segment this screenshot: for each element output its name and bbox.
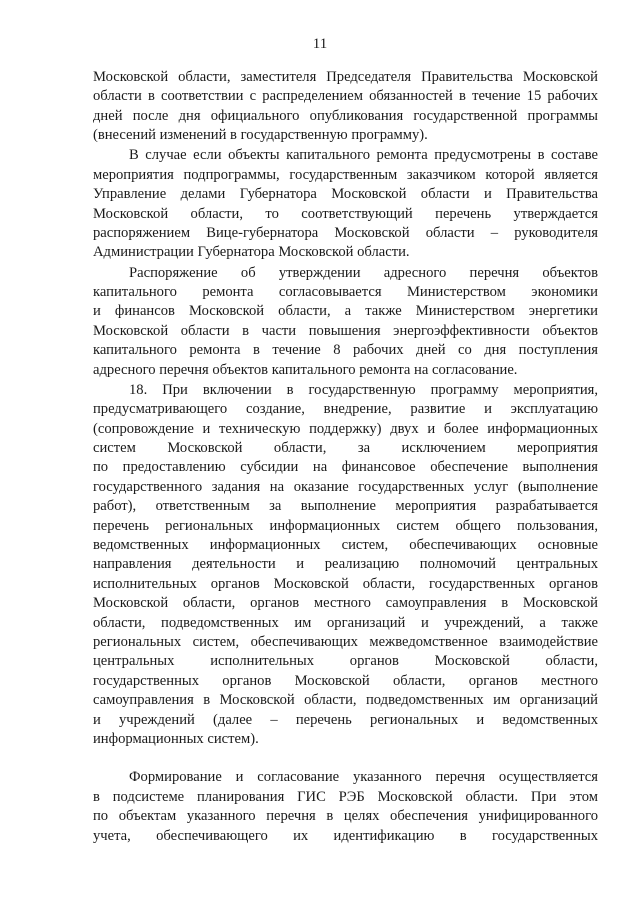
text-line: исполнительных органов Московской области, государственных органов (93, 575, 598, 592)
text-line: области, подведомственных им организаций и учреждений, а также (93, 614, 598, 631)
text-line: адресного перечня объектов капитального ремонта на согласование. (93, 361, 518, 378)
text-line: распоряжением Вице-губернатора Московской области – руководителя (93, 225, 598, 242)
text-line: учета, обеспечивающего их идентификацию в государственных (93, 827, 598, 844)
text-line: перечень региональных информационных систем общего пользования, (93, 517, 598, 534)
text-line: дней после дня официального опубликования государственной программы (93, 107, 598, 124)
text-line: Управление делами Губернатора Московской области и Правительства (93, 186, 598, 203)
paragraph-continuation (93, 68, 598, 146)
text-line: и финансов Московской области, а также Министерством энергетики (93, 303, 598, 320)
text-line: 18. При включении в государственную программу мероприятия, (129, 381, 598, 398)
text-line: Московской области, то соответствующий перечень утверждается (93, 205, 598, 222)
paragraph-capital-repair-governor (93, 146, 598, 262)
page-number: 11 (312, 36, 328, 52)
text-line: ведомственных информационных систем, обеспечивающих основные (93, 537, 598, 554)
text-line: региональных систем, обеспечивающих межведомственное взаимодействие (93, 634, 598, 650)
text-line: предусматривающего создание, внедрение, развитие и эксплуатацию (93, 401, 598, 418)
text-line: и учреждений (далее – перечень региональных и ведомственных (93, 711, 598, 728)
paragraph-item-18 (93, 381, 598, 749)
text-line: по предоставлению субсидии на финансовое обеспечение выполнения (93, 459, 598, 476)
text-line: (сопровождение и техническую поддержку) двух и более информационных (93, 420, 598, 437)
text-line: Администрации Губернатора Московской области. (93, 244, 410, 261)
text-line: Московской области в части повышения энергоэффективности объектов (93, 322, 598, 339)
text-line: в подсистеме планирования ГИС РЭБ Московской области. При этом (93, 788, 598, 805)
text-line: систем Московской области, за исключением мероприятия (93, 440, 598, 457)
paragraph-address-list-approval (93, 264, 598, 380)
text-line: области в соответствии с распределением обязанностей в течение 15 рабочих (93, 88, 598, 105)
text-line: капитального ремонта согласовывается Министерством экономики (93, 284, 598, 301)
text-line: направления деятельности и реализацию полномочий центральных (93, 556, 598, 573)
text-line: Распоряжение об утверждении адресного перечня объектов (129, 264, 598, 281)
text-line: работ), ответственным за выполнение мероприятия разрабатывается (93, 498, 598, 515)
text-line: мероприятия подпрограммы, государственным заказчиком которой является (93, 166, 598, 183)
text-line: В случае если объекты капитального ремонта предусмотрены в составе (129, 147, 598, 164)
text-line: центральных исполнительных органов Московской области, (93, 653, 598, 670)
text-line: Формирование и согласование указанного перечня осуществляется (129, 769, 598, 786)
text-line: по объектам указанного перечня в целях обеспечения унифицированного (93, 808, 598, 825)
text-line: государственных органов Московской области, органов местного (93, 672, 598, 689)
paragraph-list-formation (93, 768, 598, 846)
text-line: государственного задания на оказание государственных услуг (выполнение (93, 478, 598, 495)
text-line: капитального ремонта в течение 8 рабочих дней со дня поступления (93, 342, 598, 359)
text-line: Московской области, органов местного самоуправления в Московской (93, 595, 598, 612)
text-line: самоуправления в Московской области, подведомственных им организаций (93, 692, 598, 709)
text-line: Московской области, заместителя Председателя Правительства Московской (93, 69, 598, 85)
document-body (93, 68, 598, 846)
text-line: (внесений изменений в государственную программу). (93, 127, 428, 144)
text-line: информационных систем). (93, 730, 259, 747)
